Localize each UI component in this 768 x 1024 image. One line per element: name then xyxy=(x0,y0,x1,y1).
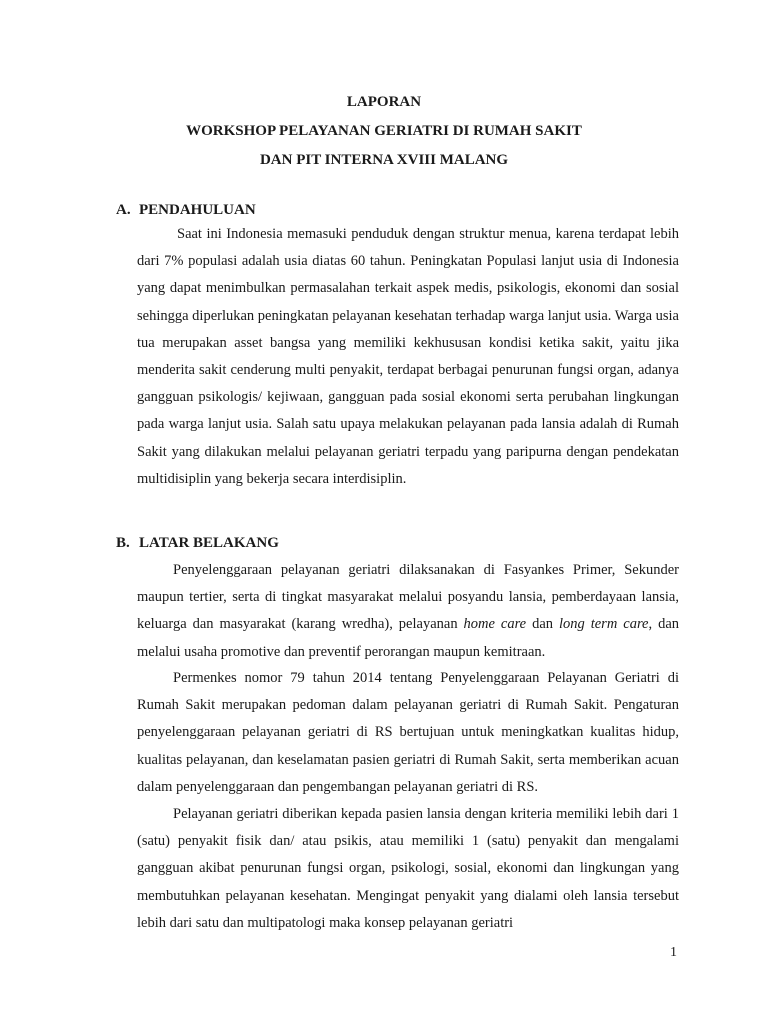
section-heading-latar-belakang xyxy=(116,533,279,553)
paragraph-text: , dan melalui usaha promotive dan preventif perorangan maupun kemitraan. xyxy=(137,616,680,660)
title-line-3: DAN PIT INTERNA XVIII MALANG xyxy=(259,152,509,168)
page-number: 1 xyxy=(670,945,677,960)
section-letter: B. xyxy=(116,535,130,551)
italic-term-long-term-care: long term care xyxy=(558,616,649,633)
section-title: PENDAHULUAN xyxy=(139,202,256,218)
report-title xyxy=(0,92,768,179)
title-line-2: WORKSHOP PELAYANAN GERIATRI DI RUMAH SAKIT xyxy=(186,123,582,139)
paragraph-pendahuluan: Saat ini Indonesia memasuki penduduk dengan struktur menua, karena terdapat lebih dari 7% populasi adalah usia diatas 60 tahun. Peningkatan Populasi lanjut usia di Indonesia yang dapat menimbulkan permasalahan terkait aspek medis, psikologis, ekonomi dan sosial sehingga diperlukan peningkatan pelayanan kesehatan terhadap warga lanjut usia. Warga usia tua merupakan asset bangsa yang memiliki kekhususan kondisi ketika sakit, yaitu jika menderita sakit cenderung multi penyakit, terdapat berbagai penurunan fungsi organ, adanya gangguan psikologis/ kejiwaan, gangguan pada sosial ekonomi serta perubahan lingkungan pada warga lanjut usia. Salah satu upaya melakukan pelayanan pada lansia adalah di Rumah Sakit yang dilakukan melalui pelayanan geriatri terpadu yang paripurna dengan pendekatan multidisiplin yang bekerja secara interdisiplin. xyxy=(137,226,679,487)
paragraph-text: dan xyxy=(526,616,559,633)
paragraph-latar-belakang-3: Pelayanan geriatri diberikan kepada pasien lansia dengan kriteria memiliki lebih dari 1 (satu) penyakit fisik dan/ atau psikis, atau memiliki 1 (satu) penyakit dan mengalami gangguan akibat penurunan fungsi organ, psikologi, sosial, ekonomi dan lingkungan yang membutuhkan pelayanan kesehatan. Mengingat penyakit yang dialami oleh lansia tersebut lebih dari satu dan multipatologi maka konsep pelayanan geriatri xyxy=(137,806,679,931)
section-heading-pendahuluan xyxy=(116,200,256,220)
title-line-1: LAPORAN xyxy=(346,94,422,110)
paragraph-latar-belakang-2: Permenkes nomor 79 tahun 2014 tentang Penyelenggaraan Pelayanan Geriatri di Rumah Sakit merupakan pedoman dalam pelayanan geriatri di Rumah Sakit. Pengaturan penyelenggaraan pelayanan geriatri di RS bertujuan untuk meningkatkan kualitas hidup, kualitas pelayanan, dan keselamatan pasien geriatri di Rumah Sakit, serta memberikan acuan dalam penyelenggaraan dan pengembangan pelayanan geriatri di RS. xyxy=(137,670,679,795)
paragraph-latar-belakang-1 xyxy=(137,557,679,666)
italic-term-home-care: home care xyxy=(463,616,527,633)
section-title: LATAR BELAKANG xyxy=(139,535,279,551)
paragraph-text: Penyelenggaraan pelayanan geriatri dilaksanakan di Fasyankes Primer, Sekunder maupun tertier, serta di tingkat masyarakat melalui posyandu lansia, pemberdayaan lansia, keluarga dan masyarakat (karang wredha), pelayanan xyxy=(137,562,679,633)
section-letter: A. xyxy=(116,202,131,218)
